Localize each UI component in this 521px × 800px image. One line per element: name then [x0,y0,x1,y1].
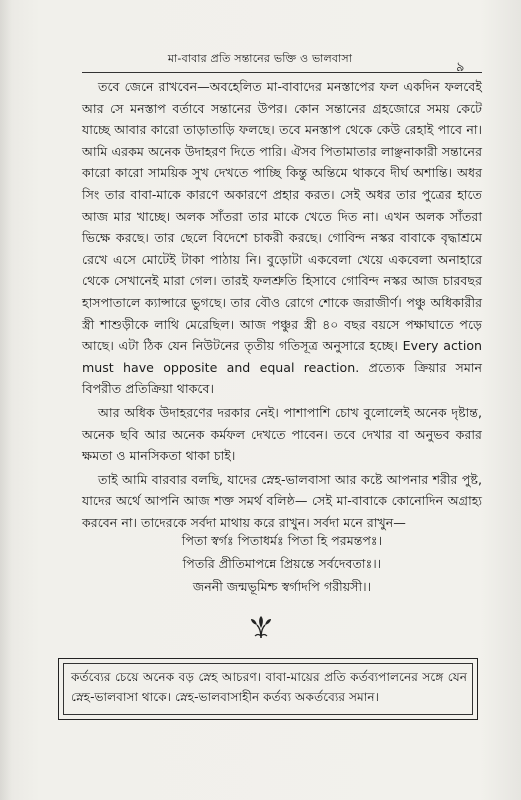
verse-line: জননী জন্মভূমিশ্চ স্বর্গাদপি গরীয়সী।। [192,579,372,594]
paragraph: তাই আমি বারবার বলছি, যাদের স্নেহ-ভালবাসা আর কষ্টে আপনার শরীর পুষ্ট, যাদের অর্থে আপনি আজ শক্ত সমর্থ বলিষ্ঠ— সেই মা-বাবাকে কোনোদিন অগ্রাহ্য করবেন না। তাদেরকে সর্বদা মাথায় করে রাখুন। সর্বদা মনে রাখুন— [82,471,482,530]
verse-line: পিতরি প্রীতিমাপন্নে প্রিয়ন্তে সর্বদেবতাঃ।। [182,556,382,571]
paragraph: আর অধিক উদাহরণের দরকার নেই। পাশাপাশি চোখ বুলোলেই অনেক দৃষ্টান্ত, অনেক ছবি আর অনেক কর্মফল দেখতে পাবেন। তবে দেখার বা অনুভব করার ক্ষমতা ও মানসিকতা থাকা চাই। [82,404,482,464]
paragraph: তবে জেনে রাখবেন—অবহেলিত মা-বাবাদের মনস্তাপের ফল একদিন ফলবেই আর সে মনস্তাপ বর্তাবে সন্তানের উপর। কোন সন্তানের গ্রহজোরে সময় কেটে যাচ্ছে আবার কারো তাড়াতাড়ি ফলছে। তবে মনস্তাপ থেকে কেউ রেহাই পাবে না। আমি এরকম অনেক উদাহরণ দিতে পারি। ঐসব পিতামাতার লাঞ্ছনাকারী সন্তানের কারো কারো সাময়িক সুখ দেখতে পাচ্ছি কিন্তু অন্তিমে থাকবে দীর্ঘ অশান্তি। অধর সিং তার বাবা-মাকে কারণে অকারণে প্রহার করত। সেই অধর তার পুত্রের হাতে আজ মার খাচ্ছে। অলক সাঁতরা তার মাকে খেতে দিত না। এখন অলক সাঁতরা ভিক্ষে করছে। তার ছেলে বিদেশে চাকরী করছে। গোবিন্দ নস্কর বাবাকে বৃদ্ধাশ্রমে রেখে এসে মোটেই টাকা পাঠায় নি। বুড়োটা একবেলা খেয়ে একবেলা অনাহারে থেকে সেখানেই মারা গেল। তারই ফলশ্রুতি হিসাবে গোবিন্দ নস্কর আজ চারবছর হাসপাতালে ক্যান্সারে ভুগছে। তার বৌও রোগে শোকে জরাজীর্ণ। পঞ্চু অধিকারীর স্ত্রী শাশুড়ীকে লাথি মেরেছিল। আজ পঞ্চুর স্ত্রী ৪০ বছর বয়সে পক্ষাঘাতে পড়ে আছে। এটা ঠিক যেন নিউটনের তৃতীয় গতিসূত্র অনুসারে হচ্ছে। Every action must have opposite and equal reaction. প্রত্যেক ক্রিয়ার সমান বিপরীত প্রতিক্রিয়া থাকবে। [82,79,482,397]
header-rule [82,72,482,73]
sanskrit-verses [132,529,432,598]
verse-line: পিতা স্বর্গঃ পিতাধর্মঃ পিতা হি পরমন্তপঃ। [181,533,383,548]
boxed-note [58,658,478,720]
page-number: ৯ [456,60,465,75]
boxed-note-text: কর্তব্যের চেয়ে অনেক বড় স্নেহ আচরণ। বাবা-মায়ের প্রতি কর্তব্যপালনের সঙ্গে যেন স্নেহ-ভালবাসা থাকে। স্নেহ-ভালবাসাহীন কর্তব্য অকর্তব্যের সমান। [71,670,467,704]
floral-ornament-icon [247,614,275,640]
body-text [82,76,482,533]
running-header: মা-বাবার প্রতি সন্তানের ভক্তি ও ভালবাসা [167,52,353,65]
